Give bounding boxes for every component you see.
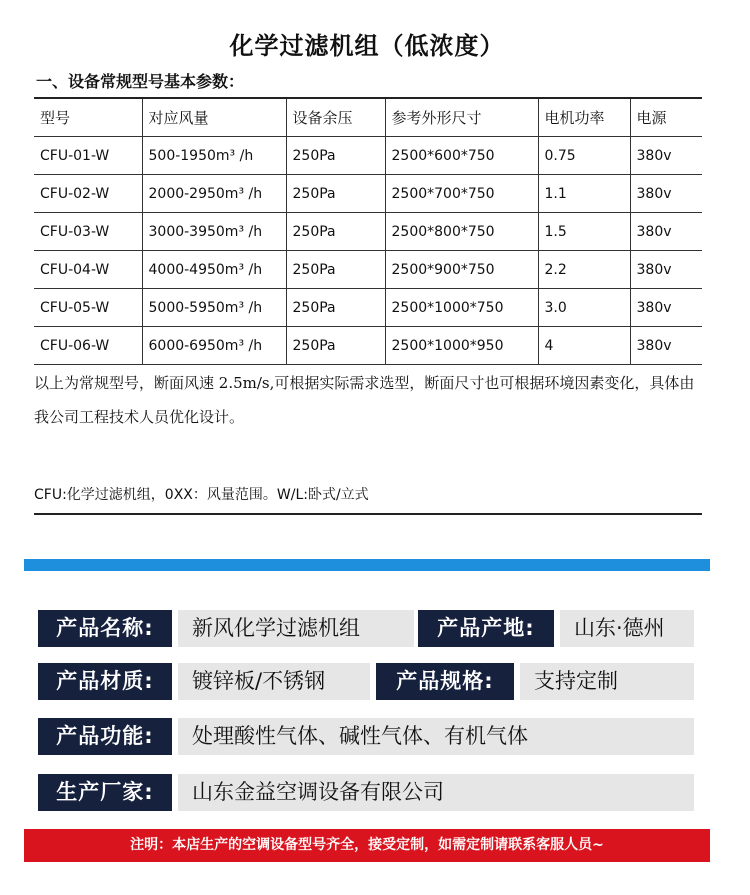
table-cell: 4 xyxy=(538,327,630,365)
product-spec-value: 支持定制 xyxy=(520,663,694,700)
table-cell: 2500*1000*750 xyxy=(385,289,538,327)
table-cell: CFU-06-W xyxy=(34,327,142,365)
table-cell: 1.5 xyxy=(538,213,630,251)
table-cell: 2500*700*750 xyxy=(385,175,538,213)
table-row xyxy=(34,213,702,251)
info-row-function xyxy=(38,718,694,755)
table-cell: CFU-02-W xyxy=(34,175,142,213)
table-cell: 250Pa xyxy=(286,289,385,327)
table-cell: 3000-3950m³ /h xyxy=(142,213,286,251)
product-material-value: 镀锌板/不锈钢 xyxy=(178,663,370,700)
column-header: 电机功率 xyxy=(538,98,630,137)
table-row xyxy=(34,289,702,327)
info-row-manufacturer xyxy=(38,774,694,811)
table-row xyxy=(34,137,702,175)
table-row xyxy=(34,251,702,289)
spec-sheet xyxy=(24,0,710,560)
table-cell: 3.0 xyxy=(538,289,630,327)
table-cell: 250Pa xyxy=(286,327,385,365)
product-material-label: 产品材质: xyxy=(38,663,172,700)
divider-bar xyxy=(24,559,710,571)
table-cell: 250Pa xyxy=(286,137,385,175)
table-cell: 2000-2950m³ /h xyxy=(142,175,286,213)
table-cell: 2.2 xyxy=(538,251,630,289)
product-name-label: 产品名称: xyxy=(38,610,172,647)
info-row-name-origin xyxy=(38,610,694,647)
table-cell: CFU-05-W xyxy=(34,289,142,327)
table-cell: 5000-5950m³ /h xyxy=(142,289,286,327)
table-cell: 6000-6950m³ /h xyxy=(142,327,286,365)
table-cell: 380v xyxy=(630,327,702,365)
table-cell: 2500*1000*950 xyxy=(385,327,538,365)
table-header-row xyxy=(34,98,702,137)
manufacturer-value: 山东金益空调设备有限公司 xyxy=(178,774,694,811)
spec-table xyxy=(34,97,702,365)
table-cell: 500-1950m³ /h xyxy=(142,137,286,175)
table-cell: 250Pa xyxy=(286,175,385,213)
table-cell: 2500*800*750 xyxy=(385,213,538,251)
table-cell: 380v xyxy=(630,251,702,289)
model-code-legend: CFU:化学过滤机组，0XX：风量范围。W/L:卧式/立式 xyxy=(34,478,702,515)
table-row xyxy=(34,327,702,365)
table-row xyxy=(34,175,702,213)
table-cell: 0.75 xyxy=(538,137,630,175)
column-header: 参考外形尺寸 xyxy=(385,98,538,137)
product-function-value: 处理酸性气体、碱性气体、有机气体 xyxy=(178,718,694,755)
product-function-label: 产品功能: xyxy=(38,718,172,755)
table-cell: 250Pa xyxy=(286,213,385,251)
custom-order-notice: 注明：本店生产的空调设备型号齐全，接受定制，如需定制请联系客服人员~ xyxy=(24,829,710,862)
table-cell: CFU-04-W xyxy=(34,251,142,289)
table-cell: 380v xyxy=(630,213,702,251)
column-header: 设备余压 xyxy=(286,98,385,137)
table-cell: 250Pa xyxy=(286,251,385,289)
page-title: 化学过滤机组（低浓度） xyxy=(229,31,505,60)
product-origin-value: 山东·德州 xyxy=(560,610,694,647)
info-row-material-spec xyxy=(38,663,694,700)
section-heading: 一、设备常规型号基本参数： xyxy=(36,72,245,91)
manufacturer-label: 生产厂家: xyxy=(38,774,172,811)
column-header: 型号 xyxy=(34,98,142,137)
table-cell: 4000-4950m³ /h xyxy=(142,251,286,289)
table-cell: 1.1 xyxy=(538,175,630,213)
product-spec-label: 产品规格: xyxy=(376,663,514,700)
table-cell: 380v xyxy=(630,175,702,213)
column-header: 电源 xyxy=(630,98,702,137)
spec-note: 以上为常规型号，断面风速 2.5m/s,可根据实际需求选型，断面尺寸也可根据环境因素变化，具体由我公司工程技术人员优化设计。 xyxy=(34,374,695,426)
column-header: 对应风量 xyxy=(142,98,286,137)
product-origin-label: 产品产地: xyxy=(418,610,554,647)
table-cell: 380v xyxy=(630,289,702,327)
table-cell: 2500*900*750 xyxy=(385,251,538,289)
product-name-value: 新风化学过滤机组 xyxy=(178,610,414,647)
table-cell: 2500*600*750 xyxy=(385,137,538,175)
table-cell: CFU-01-W xyxy=(34,137,142,175)
table-cell: 380v xyxy=(630,137,702,175)
table-cell: CFU-03-W xyxy=(34,213,142,251)
